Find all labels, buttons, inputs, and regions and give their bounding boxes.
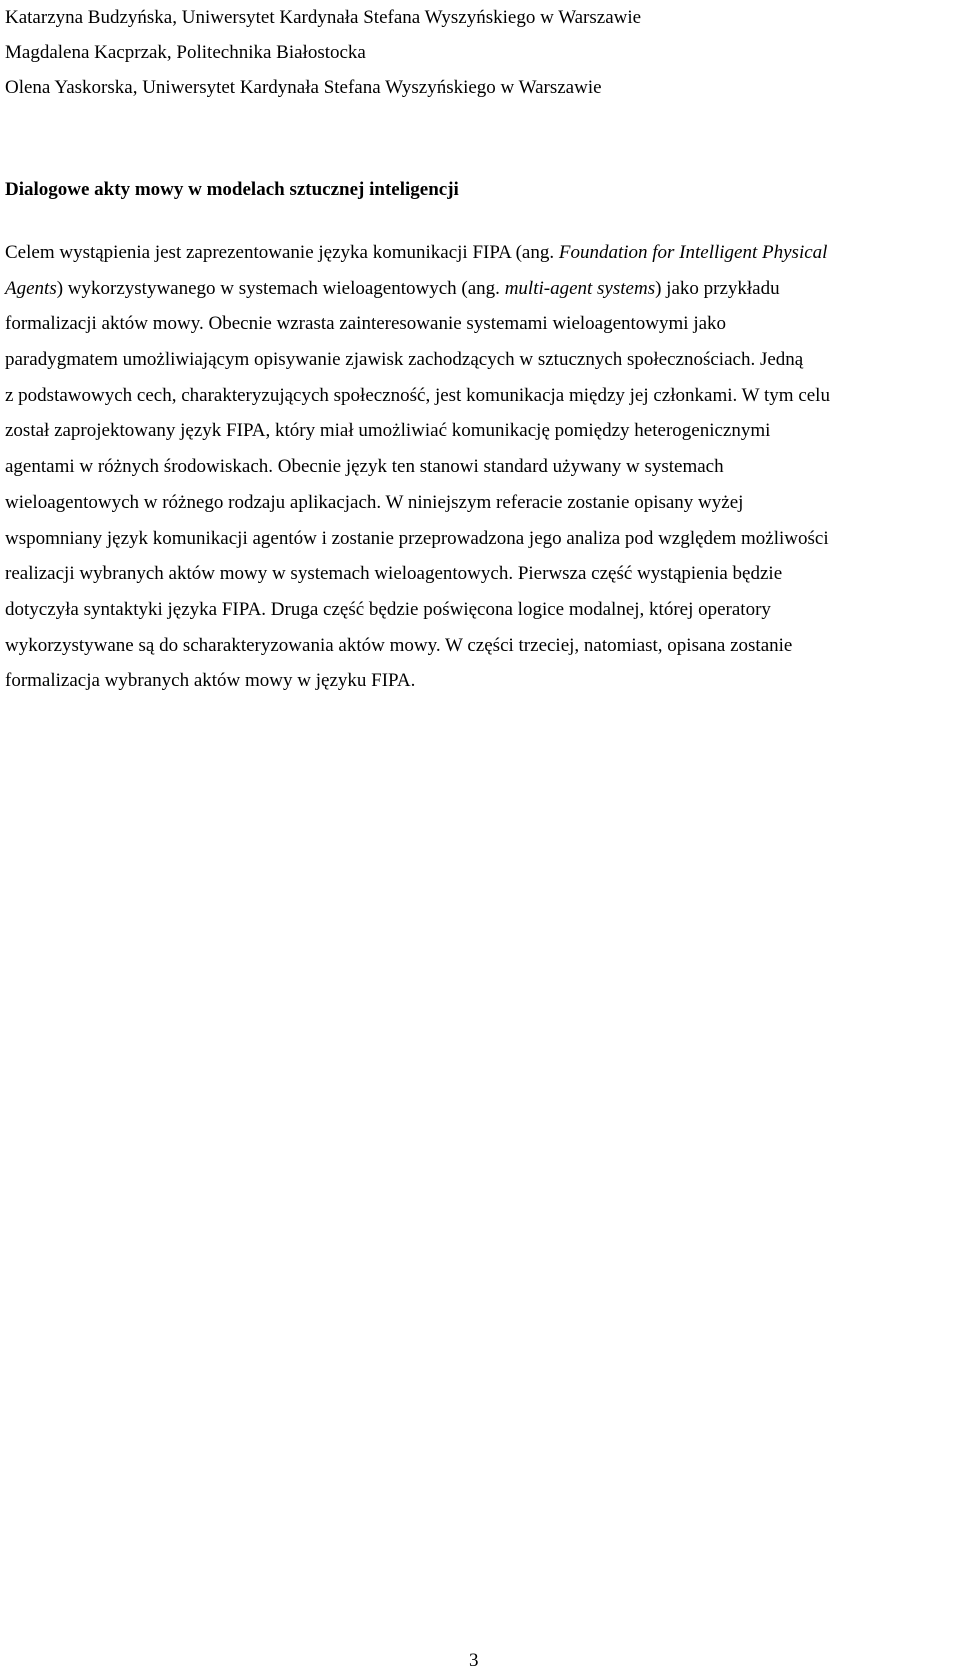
abstract-line: dotyczyła syntaktyki języka FIPA. Druga część będzie poświęcona logice modalnej, której operatory [5,598,771,620]
abstract-italic-term: Agents [5,277,57,299]
author-affiliation-1: Katarzyna Budzyńska, Uniwersytet Kardynała Stefana Wyszyńskiego w Warszawie [5,7,642,28]
paper-title: Dialogowe akty mowy w modelach sztucznej inteligencji [5,179,459,200]
author-affiliation-2: Magdalena Kacprzak, Politechnika Białostocka [5,42,366,63]
abstract-italic-term: Foundation for Intelligent Physical [558,242,828,263]
abstract-line: paradygmatem umożliwiającym opisywanie zjawisk zachodzących w sztucznych społecznościach. Jedną [5,349,804,371]
abstract-text: ) jako przykładu [655,277,780,299]
abstract-line: formalizacji aktów mowy. Obecnie wzrasta zainteresowanie systemami wieloagentowymi jako [5,313,727,335]
author-list [5,0,945,105]
page-number: 3 [469,1650,479,1671]
abstract-line: agentami w różnych środowiskach. Obecnie język ten stanowi standard używany w systemach [5,456,724,478]
abstract-line: formalizacja wybranych aktów mowy w języku FIPA. [5,670,416,692]
abstract-paragraph [5,240,956,704]
abstract-text: Celem wystąpienia jest zaprezentowanie języka komunikacji FIPA (ang. [5,242,559,263]
abstract-line: realizacji wybranych aktów mowy w systemach wieloagentowych. Pierwsza część wystąpienia będzie [5,563,783,585]
abstract-line: z podstawowych cech, charakteryzujących społeczność, jest komunikacja między jej członkami. W tym celu [5,384,830,406]
abstract-line: wspomniany język komunikacji agentów i zostanie przeprowadzona jego analiza pod względem możliwości [5,527,829,549]
abstract-text: ) wykorzystywanego w systemach wieloagentowych (ang. [56,277,505,299]
abstract-italic-term: multi-agent systems [504,277,656,299]
abstract-line: wykorzystywane są do scharakteryzowania aktów mowy. W części trzeciej, natomiast, opisana zostanie [5,634,793,656]
author-affiliation-3: Olena Yaskorska, Uniwersytet Kardynała Stefana Wyszyńskiego w Warszawie [5,77,602,98]
abstract-line [5,276,956,312]
abstract-line: wieloagentowych w różnego rodzaju aplikacjach. W niniejszym referacie zostanie opisany wyżej [5,491,744,513]
abstract-line [5,240,956,276]
abstract-line: został zaprojektowany język FIPA, który miał umożliwiać komunikację pomiędzy heterogenicznymi [5,420,771,442]
